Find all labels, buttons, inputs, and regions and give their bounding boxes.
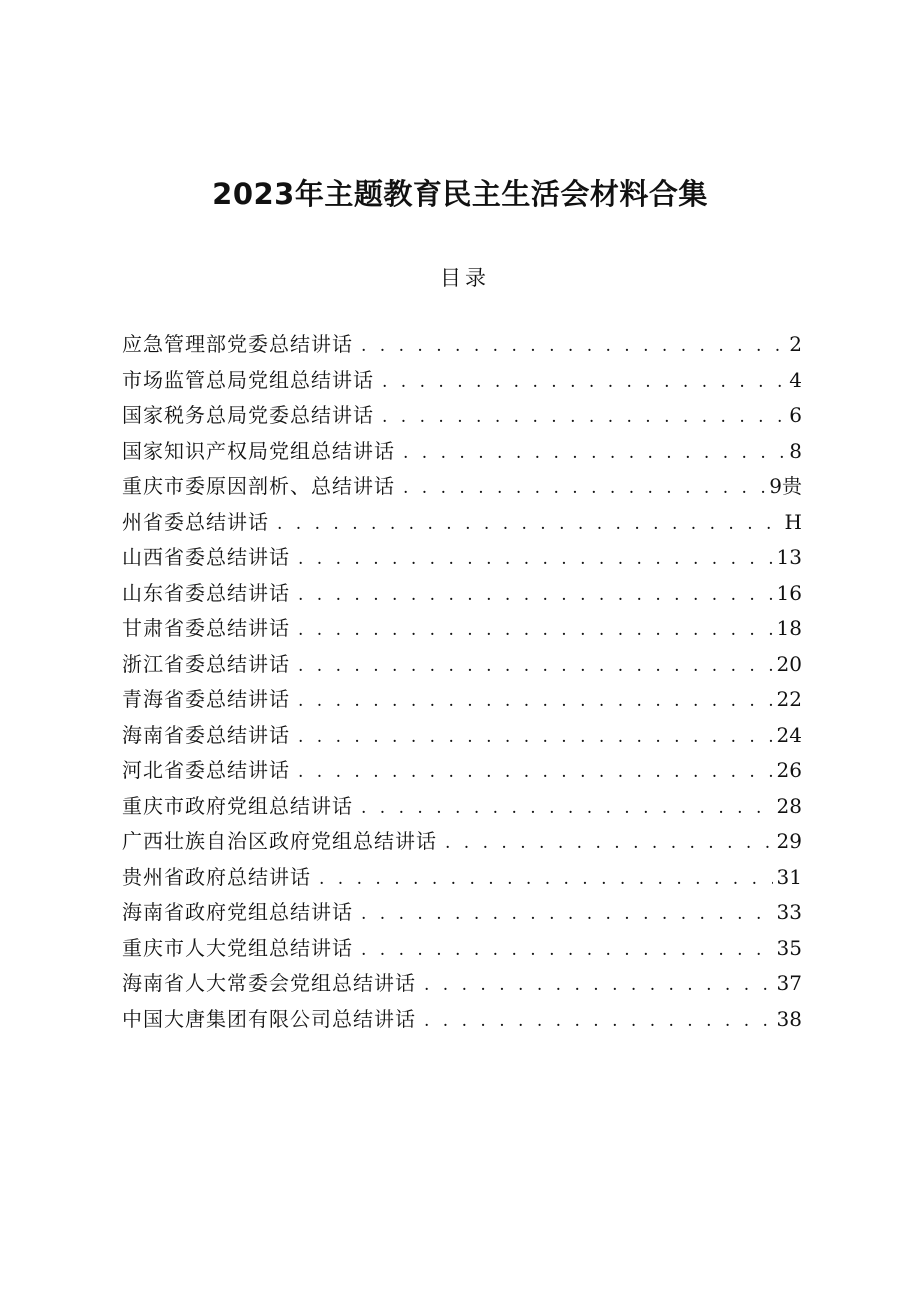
toc-entry[interactable] xyxy=(122,434,802,470)
toc-dot-leader xyxy=(319,862,773,898)
toc-entry-label: 海南省政府党组总结讲话 xyxy=(122,900,353,924)
toc-dot-leader xyxy=(298,684,773,720)
toc-dot-leader xyxy=(277,507,781,543)
toc-entry-page-number: 18 xyxy=(776,616,802,640)
toc-entry-page-number: 38 xyxy=(776,1006,802,1031)
toc-entry-page-number: 2 xyxy=(789,332,802,356)
toc-entry[interactable] xyxy=(122,398,802,434)
toc-entry[interactable] xyxy=(122,327,802,363)
toc-entry-label: 应急管理部党委总结讲话 xyxy=(122,332,353,356)
toc-entry[interactable] xyxy=(122,931,802,967)
toc-entry-label: 贵州省政府总结讲话 xyxy=(122,864,311,889)
toc-dot-leader xyxy=(298,542,773,578)
toc-entry-page-number: 33 xyxy=(776,900,802,924)
toc-entry-label: 重庆市人大党组总结讲话 xyxy=(122,935,353,960)
toc-entry[interactable] xyxy=(122,682,802,718)
toc-entry-page-number: H xyxy=(784,509,802,534)
toc-dot-leader xyxy=(445,826,773,862)
document-title: 2023年主题教育民主生活会材料合集 xyxy=(212,177,708,211)
toc-entry[interactable] xyxy=(122,753,802,789)
toc-entry-label: 重庆市委原因剖析、总结讲话 xyxy=(122,474,395,498)
toc-entry-page-number: 6 xyxy=(789,403,802,427)
toc-entry-page-number: 31 xyxy=(776,864,802,889)
toc-entry[interactable] xyxy=(122,895,802,931)
toc-entry-label: 中国大唐集团有限公司总结讲话 xyxy=(122,1006,416,1031)
toc-entry[interactable] xyxy=(122,363,802,399)
toc-entry-page-number: 29 xyxy=(776,829,802,853)
toc-entry-label: 海南省人大常委会党组总结讲话 xyxy=(122,971,416,995)
toc-entry[interactable] xyxy=(122,505,802,541)
toc-entry-label: 州省委总结讲话 xyxy=(122,509,269,534)
toc-dot-leader xyxy=(298,720,773,756)
toc-entry[interactable] xyxy=(122,789,802,825)
toc-entry-page-number: 4 xyxy=(789,367,802,392)
toc-dot-leader xyxy=(424,1004,773,1040)
toc-entry[interactable] xyxy=(122,824,802,860)
toc-dot-leader xyxy=(298,649,773,685)
toc-entry-label: 青海省委总结讲话 xyxy=(122,687,290,711)
toc-dot-leader xyxy=(361,933,773,969)
toc-dot-leader xyxy=(298,578,773,614)
toc-entry-page-number: 28 xyxy=(776,793,802,818)
toc-dot-leader xyxy=(361,897,773,933)
toc-entry[interactable] xyxy=(122,966,802,1002)
toc-entry[interactable] xyxy=(122,611,802,647)
toc-entry-page-number: 9贵 xyxy=(769,474,802,498)
toc-entry-page-number: 20 xyxy=(776,651,802,676)
table-of-contents xyxy=(122,327,802,1037)
toc-dot-leader xyxy=(298,755,773,791)
toc-dot-leader xyxy=(424,968,773,1004)
toc-dot-leader xyxy=(382,365,785,401)
toc-entry-label: 山西省委总结讲话 xyxy=(122,545,290,569)
toc-entry-page-number: 35 xyxy=(776,935,802,960)
toc-entry-label: 浙江省委总结讲话 xyxy=(122,651,290,676)
toc-entry-page-number: 24 xyxy=(776,722,802,747)
toc-dot-leader xyxy=(298,613,773,649)
toc-entry-label: 重庆市政府党组总结讲话 xyxy=(122,793,353,818)
toc-entry-page-number: 26 xyxy=(776,758,802,782)
toc-dot-leader xyxy=(361,329,785,365)
toc-heading: 目录 xyxy=(440,266,490,290)
toc-dot-leader xyxy=(382,400,785,436)
toc-entry-label: 河北省委总结讲话 xyxy=(122,758,290,782)
toc-dot-leader xyxy=(403,436,785,472)
toc-entry-page-number: 22 xyxy=(776,687,802,711)
toc-entry-label: 国家税务总局党委总结讲话 xyxy=(122,403,374,427)
toc-entry-label: 甘肃省委总结讲话 xyxy=(122,616,290,640)
toc-entry[interactable] xyxy=(122,647,802,683)
toc-dot-leader xyxy=(361,791,773,827)
toc-entry[interactable] xyxy=(122,860,802,896)
toc-entry-label: 海南省委总结讲话 xyxy=(122,722,290,747)
toc-entry-page-number: 37 xyxy=(776,971,802,995)
toc-entry-page-number: 16 xyxy=(776,580,802,605)
toc-entry-label: 国家知识产权局党组总结讲话 xyxy=(122,438,395,463)
toc-dot-leader xyxy=(403,471,765,507)
toc-entry[interactable] xyxy=(122,1002,802,1038)
toc-entry[interactable] xyxy=(122,540,802,576)
toc-entry[interactable] xyxy=(122,718,802,754)
toc-entry-label: 市场监管总局党组总结讲话 xyxy=(122,367,374,392)
toc-entry-label: 广西壮族自治区政府党组总结讲话 xyxy=(122,829,437,853)
toc-entry[interactable] xyxy=(122,576,802,612)
toc-entry[interactable] xyxy=(122,469,802,505)
toc-entry-page-number: 13 xyxy=(776,545,802,569)
toc-entry-page-number: 8 xyxy=(789,438,802,463)
toc-entry-label: 山东省委总结讲话 xyxy=(122,580,290,605)
